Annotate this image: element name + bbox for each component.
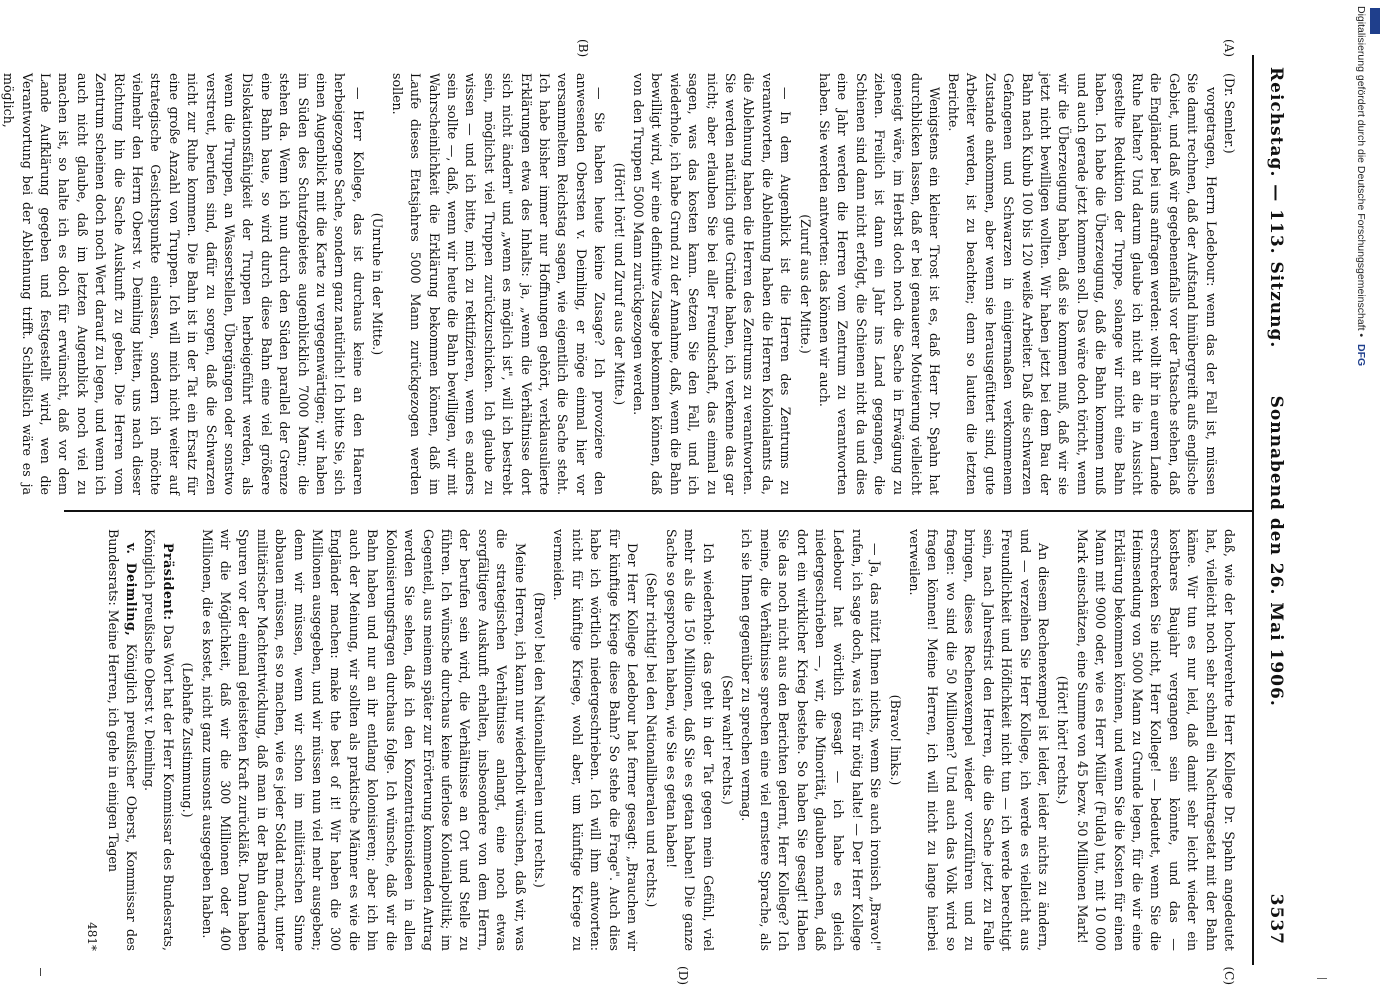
deimling-statement [103,529,140,951]
interjection: (Bravo! bei den Nationalliberalen und rechts.) [531,592,547,888]
margin-letter-b: (B) [576,39,590,58]
paragraph: Wenigstens ein kleiner Trost ist es, daß Herr Dr. Spahn hat durchblicken lassen, daß er bei genauerer Motivierung vielleicht geneigt wäre, im Herbst doch noch die Sache in Erwägung zu ziehen. Freilich ist dann ein Jahr ins Land gegangen, die Schienen sind dann nicht erfolgt, die Schienen nicht da und dies eine Jahr werden die Herren vom Zentrum zu verantworten haben. Sie werden antworten: das können wir auch. [817,73,943,495]
column-divider [64,510,1254,512]
attribution-label: Digitalisierung gefördert durch die Deutsche Forschungsgemeinschaft • [1355,6,1367,338]
digitization-attribution [1350,6,1372,996]
paragraph: Ich wiederhole: das geht in der Tat gegen mein Gefühl, viel mehr als die 150 Millionen, daß Sie es getan haben! Die ganze Sache so gesprochen haben, wie Sie es getan haben! [663,529,716,951]
scan-mark [40,968,41,976]
interjection: (Sehr wahr! rechts.) [720,675,736,805]
paragraph: — Ja, das nützt Ihnen nichts, wenn Sie auch ironisch „Bravo!" rufen, ich sage doch, was ich für nötig halte! — Der Herr Kollege Ledebour hat wörtlich gesagt — ich habe es gleich niedergeschrieben —, wir, die Minorität, glauben machen, daß dort ein wirklicher Krieg bestehe. So haben Sie gesagt! Haben Sie das noch nicht aus den Berichten gelernt, Herr Kollege? Ich meine, die Verhältnisse sprechen eine viel ernstere Sprache, als ich sie Ihnen gegenüber zu sprechen vermag. [739,529,884,951]
header-session-title: Reichstag. — 113. Sitzung. [1266,67,1286,349]
header-page-number: 3537 [1266,893,1286,945]
footer-sheet-number: 481* [85,922,100,951]
right-column [68,529,1238,951]
interjection: (Hört! hört! und Zuruf aus der Mitte.) [611,162,627,406]
interjection: (Unruhe in der Mitte.) [370,212,386,356]
speaker-label-deimling: v. Deimling, [124,543,140,637]
speaker-label-president: Präsident: [160,543,176,621]
paragraph: — In dem Augenblick ist die Herren des Zentrums zu verantworten, die Ablehnung haben die Herren Kolonialamts da, die Ablehnung haben die Herren des Zentrums zu verantworten. Sie werden natürlich gute Gründe haben, ich verkenne das gar nicht; aber erlauben Sie bei aller Freundschaft, das einmal zu sagen, was das kosten kann. Setzen Sie den Fall, und ich wiederhole, ich habe Grund zu der Annahme, daß, wenn die Bahn bewilligt wird, wir eine definitive Zusage bekommen können, daß von den Truppen 5000 Mann zurückgezogen werden. [631,73,794,495]
interjection: (Hört! hört! rechts.) [1055,675,1071,805]
margin-letter-c: (C) [1222,966,1236,985]
dfg-logo-text: DFG [1355,344,1367,367]
paragraph: An diesem Rechenexempel ist leider, leider nichts zu ändern, und — verzeihen Sie Herr Kollege, ich werde es vielleicht aus Freundlichkeit und Höflichkeit nicht tun — ich werde berechtigt sein, nach Jahresfrist den Herren, die die Sache jetzt zu Falle bringen, dieses Rechenexempel wieder vorzuführen und zu fragen: wo sind die 50 Millionen? Und auch das Volk wird so fragen können! Meine Herren, ich will nicht zu lange hierbei verweilen. [907,529,1051,951]
paragraph: daß, wie der hochverehrte Herr Kollege Dr. Spahn angedeutet hat, vielleicht noch sehr schnell ein Nachtragsetat mit der Bahn käme. Wir tun es nur leid, daß damit sehr leicht wieder ein kostbares Baujahr vergangen sein könnte, und das — erschrecken Sie nicht, Herr Kollege! — bedeutet, wenn Sie die Heimsendung von 5000 Mann zu Grunde legen, für die wir eine Erklärung bekommen können, und wenn Sie die Kosten für einen Mann mit 9000 oder, wie es Herr Müller (Fulda) tut, mit 10 000 Mark einschätzen, eine Summe von 45 bezw. 50 Millionen Mark! [1074,529,1237,951]
left-column [1,73,1238,495]
speaker-continuation: (Dr. Semler.) [1222,73,1237,154]
deimling-text: Königlich preußischer Oberst, Kommissar des Bundesrats: Meine Herren, ich gehe in einigen Tagen [105,529,140,951]
paragraph: Der Herr Kollege Ledebour hat ferner gesagt: „Brauchen wir für künftige Kriege diese Bahn? So stehe die Frage". Auch dies habe ich wörtlich niedergeschrieben. Ich will ihm antworten: nicht für künftige Kriege, wohl aber, um künftige Kriege zu vermeiden. [551,529,640,951]
rotated-document-page [1,39,1300,985]
president-text: Das Wort hat der Herr Kommissar des Bundesrats, Königlich preußische Oberst v. Deimling. [142,529,176,951]
scan-mark [1317,978,1327,979]
paragraph: — Herr Kollege, das ist durchaus keine an den Haaren herbeigezogene Sache, sondern ganz natürlich! Ich bitte Sie, sich einen Augenblick mit die Karte zu vergegenwärtigen; wir haben im Süden des Schutzgebietes augenblicklich 7000 Mann; die stehen da. Wenn ich nun durch den Süden parallel der Grenze eine Bahn baue, so wird durch diese Bahn eine viel größere Dislokationsfähigkeit der Truppen herbeigeführt werden, als wenn die Truppen, an Wasserstellen, Übergängen oder sonstwo verstreut, berufen sind, dafür zu sorgen, daß die Schwarzen nicht zur Ruhe kommen. Die Bahn ist in der Tat ein Ersatz für eine große Anzahl von Truppen. Ich will mich nicht weiter auf strategische Gesichtspunkte einlassen, sondern ich möchte vielmehr den Herrn Oberst v. Deimling bitten, uns nach dieser Richtung hin die Sache Auskunft zu geben. Die Herren vom Zentrum scheinen doch noch Wert darauf zu legen, und wenn ich auch nicht glaube, daß im letzten Augenblick noch viel zu machen ist, so halte ich es doch für erwünscht, daß vor dem Lande Aufklärung gegeben und festgestellt wird, wen die Verantwortung bei der Ablehnung trifft. Schließlich wäre es ja möglich, [1,73,366,495]
interjection: (Sehr richtig! bei den Nationalliberalen und rechts.) [644,572,660,908]
header-date-pagenumber [1266,396,1286,945]
president-statement [140,529,177,951]
margin-letter-a: (A) [1222,39,1236,58]
paragraph: — Sie haben heute keine Zusage? Ich provoziere den anwesenden Obersten v. Deimling, er möge einmal hier vor versammeltem Reichstag sagen, wie eigentlich die Sache steht. Ich habe bisher immer nur Hoffnungen gehört, verklausulierte Erklärungen etwa des Inhalts: ja, „wenn die Verhältnisse dort sich nicht ändern" und „wenn es möglich ist", will ich bestrebt sein, möglichst viel Truppen zurückzuschicken. Ich glaube zu wissen — und ich bitte, mich zu rektifizieren, wenn es anders sein sollte —, daß, wenn wir heute die Bahn bewilligen, wir mit Wahrscheinlichkeit die Erklärung bekommen können, daß im Laufe dieses Etatsjahres 5000 Mann zurückgezogen werden sollen. [389,73,608,495]
paragraph: Meine Herren, ich kann nur wiederholt wünschen, daß wir, was die strategischen Verhältnisse anlangt, eine noch etwas sorgfältigere Auskunft erhalten, insbesondere von dem Herrn, der berufen sein wird, die Verhältnisse an Ort und Stelle zu führen. Ich wünsche durchaus keine uferlose Kolonialpolitik; im Gegenteil, aus meinem später zur Erörterung kommenden Antrag werden Sie sehen, daß ich den Konzentrationsideen in allen Kolonisierungsfragen durchaus folge. Ich wünsche, daß wir die Bahn haben und nur an ihr entlang kolonisieren; aber ich bin auch der Meinung, wir sollten als praktische Männer es wie die Engländer machen: make the best of it! Wir haben die 300 Millionen ausgegeben, und wir müssen nun viel mehr ausgeben; denn wir müssen, wenn wir schon im militärischen Sinne abbauen müssen, es so machen, wie es jeder Soldat macht, unter militärischer Machtentwicklung, daß man in der Bahn dauernde Spuren vor der einmal geleisteten Kraft zurückläßt. Dann haben wir die Möglichkeit, daß wir die 300 Millionen oder 400 Millionen, die es kostet, nicht ganz umsonst ausgegeben haben. [199,529,528,951]
attribution-text [1350,6,1372,996]
margin-letter-d: (D) [676,966,690,985]
page-header [1252,55,1300,965]
interjection: (Bravo! links.) [887,694,903,786]
interjection: (Lebhafte Zustimmung.) [180,662,196,818]
header-date: Sonnabend den 26. Mai 1906. [1266,395,1286,707]
dfg-logo-icon [1370,8,1380,34]
paragraph: vorgetragen, Herrn Ledebour: wenn das der Fall ist, müssen Sie damit rechnen, daß der Aufstand hinübergreift aufs englische Gebiet, und daß wir gegebenenfalls vor der Tatsache stehen, daß die Engländer bei uns anfragen werden: wollt ihr in eurem Lande Ruhe halten? Und darum glaube ich nicht an die in Aussicht gestellte Reduktion der Truppe, solange wir nicht eine Bahn haben. Ich habe die Überzeugung, daß die Bahn kommen muß und auch gerade jetzt kommen soll. Das wäre doch töricht, wenn wir die Überzeugung haben, daß sie kommen muß, daß wir sie jetzt nicht bewilligen wollten. Wir haben jetzt bei dem Bau der Bahn nach Kubub 100 bis 120 weiße Arbeiter. Daß die schwarzen Gefangenen und Schwarzen in einigermaßen verkommenem Zustande ankommen, aber wenn sie herausgefüttert sind, gute Arbeiter werden, ist zu beachten; denn so lauten die letzten Berichte. [945,73,1219,495]
interjection: (Zuruf aus der Mitte.) [797,214,813,354]
